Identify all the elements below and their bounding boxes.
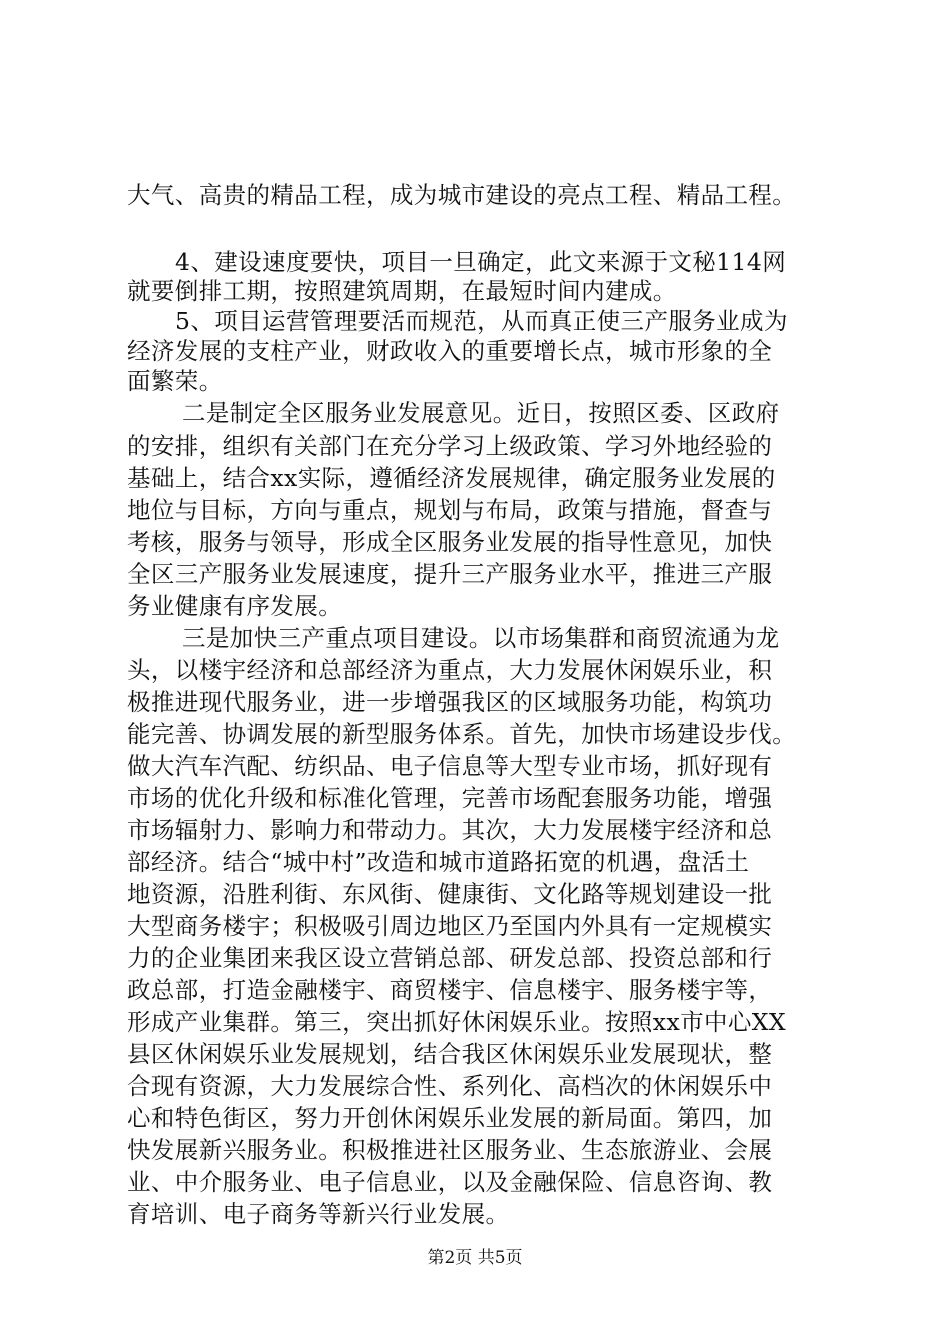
text-line: 业、中介服务业、电子信息业，以及金融保险、信息咨询、教 bbox=[127, 1168, 773, 1196]
text-line: 务业健康有序发展。 bbox=[127, 592, 343, 620]
text-line: 地资源，沿胜利街、东风街、健康街、文化路等规划建设一批 bbox=[127, 880, 773, 908]
text-line: 育培训、电子商务等新兴行业发展。 bbox=[127, 1200, 510, 1228]
text-line: 部经济。结合“城中村”改造和城市道路拓宽的机遇，盘活土 bbox=[127, 848, 750, 876]
text-line: 考核，服务与领导，形成全区服务业发展的指导性意见，加快 bbox=[127, 528, 773, 556]
text-line: 市场辐射力、影响力和带动力。其次，大力发展楼宇经济和总 bbox=[127, 816, 773, 844]
text-line: 力的企业集团来我区设立营销总部、研发总部、投资总部和行 bbox=[127, 944, 773, 972]
text-line: 5、项目运营管理要活而规范，从而真正使三产服务业成为 bbox=[175, 307, 788, 335]
text-line: 二是制定全区服务业发展意见。近日，按照区委、区政府 bbox=[182, 399, 780, 427]
text-line: 大型商务楼宇；积极吸引周边地区乃至国内外具有一定规模实 bbox=[127, 912, 773, 940]
text-line: 极推进现代服务业，进一步增强我区的区域服务功能，构筑功 bbox=[127, 688, 773, 716]
text-line: 大气、高贵的精品工程，成为城市建设的亮点工程、精品工程。 bbox=[127, 181, 797, 209]
text-line: 心和特色街区，努力开创休闲娱乐业发展的新局面。第四，加 bbox=[127, 1104, 773, 1132]
text-line: 做大汽车汽配、纺织品、电子信息等大型专业市场，抓好现有 bbox=[127, 752, 773, 780]
text-line: 就要倒排工期，按照建筑周期，在最短时间内建成。 bbox=[127, 277, 677, 305]
text-line: 县区休闲娱乐业发展规划，结合我区休闲娱乐业发展现状，整 bbox=[127, 1040, 773, 1068]
text-line: 政总部，打造金融楼宇、商贸楼宇、信息楼宇、服务楼宇等， bbox=[127, 976, 773, 1004]
text-line: 三是加快三产重点项目建设。以市场集群和商贸流通为龙 bbox=[182, 624, 780, 652]
page-footer: 第2页 共5页 bbox=[427, 1248, 523, 1268]
text-line: 4、建设速度要快，项目一旦确定，此文来源于文秘114网 bbox=[175, 248, 787, 276]
text-line: 头，以楼宇经济和总部经济为重点，大力发展休闲娱乐业，积 bbox=[127, 656, 773, 684]
text-line: 全区三产服务业发展速度，提升三产服务业水平，推进三产服 bbox=[127, 560, 773, 588]
text-line: 地位与目标，方向与重点，规划与布局，政策与措施，督查与 bbox=[127, 496, 773, 524]
text-line: 经济发展的支柱产业，财政收入的重要增长点，城市形象的全 bbox=[127, 337, 773, 365]
text-line: 面繁荣。 bbox=[127, 367, 223, 395]
text-line: 能完善、协调发展的新型服务体系。首先，加快市场建设步伐。 bbox=[127, 720, 797, 748]
text-line: 市场的优化升级和标准化管理，完善市场配套服务功能，增强 bbox=[127, 784, 773, 812]
text-line: 快发展新兴服务业。积极推进社区服务业、生态旅游业、会展 bbox=[127, 1136, 773, 1164]
text-line: 形成产业集群。第三，突出抓好休闲娱乐业。按照xx市中心XX bbox=[127, 1008, 787, 1036]
text-line: 合现有资源，大力发展综合性、系列化、高档次的休闲娱乐中 bbox=[127, 1072, 773, 1100]
text-line: 的安排，组织有关部门在充分学习上级政策、学习外地经验的 bbox=[127, 432, 773, 460]
text-line: 基础上，结合xx实际，遵循经济发展规律，确定服务业发展的 bbox=[127, 464, 776, 492]
